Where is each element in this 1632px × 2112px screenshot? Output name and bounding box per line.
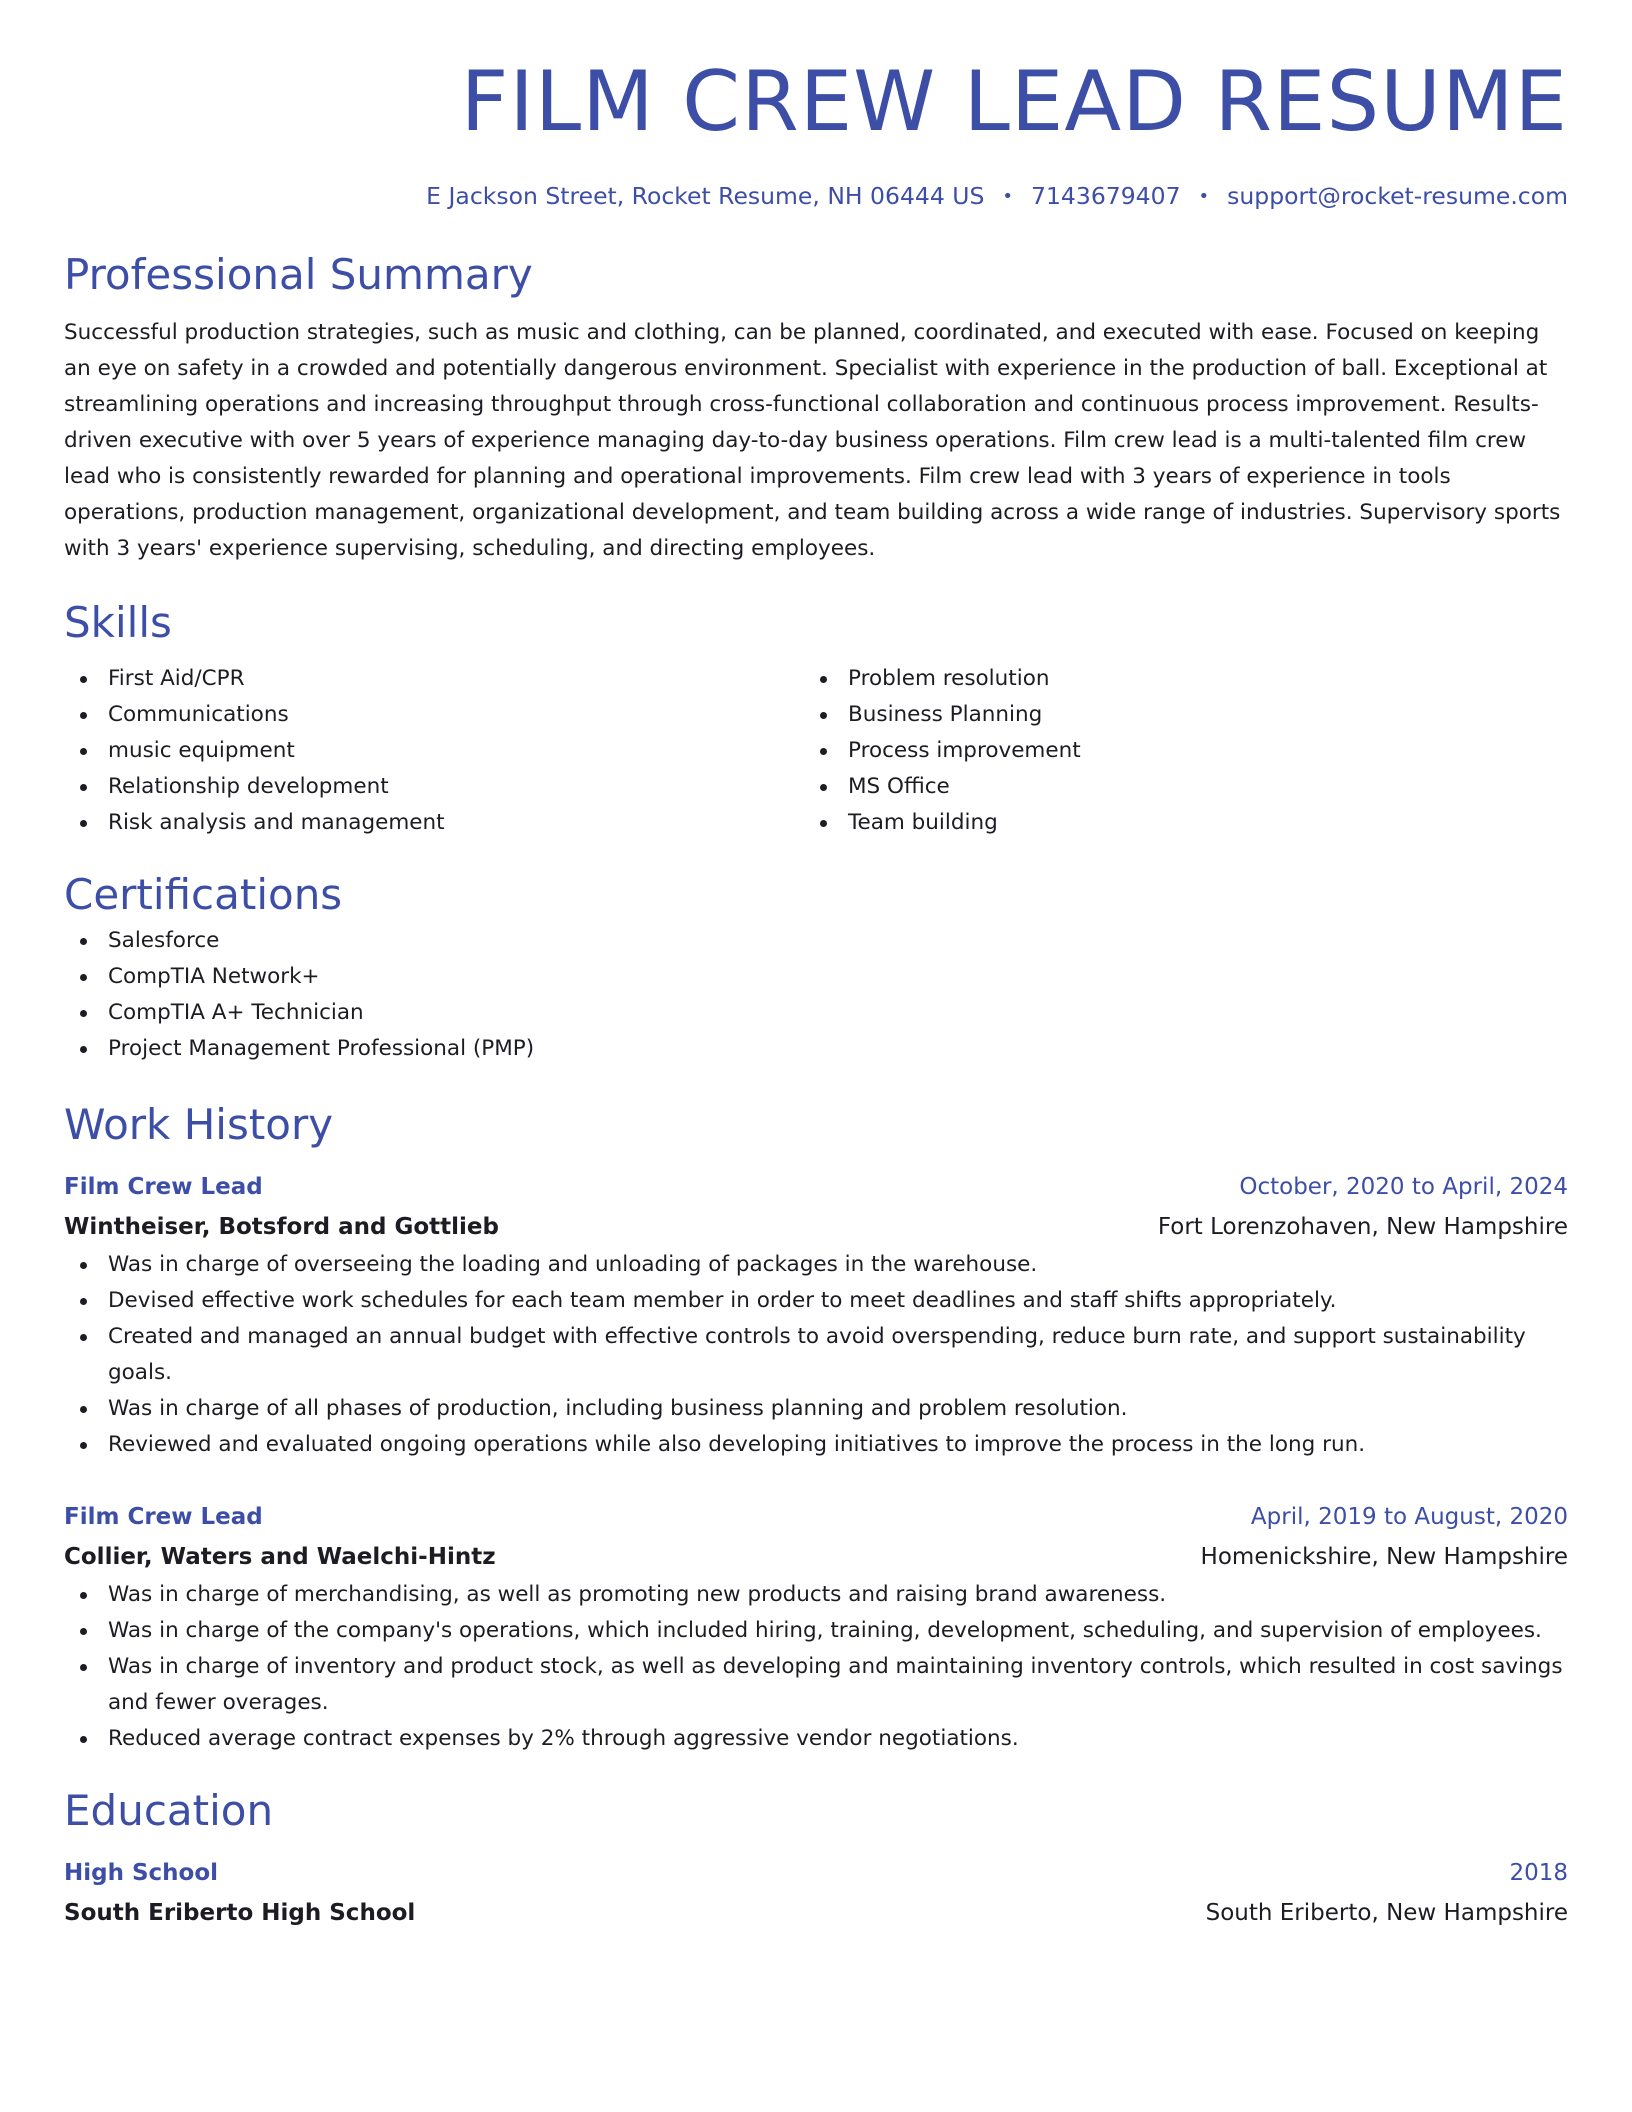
education-school-row: [64, 1893, 1568, 1933]
skill-item: First Aid/CPR: [64, 661, 804, 697]
skills-left-list: [64, 661, 804, 841]
summary-text: Successful production strategies, such as music and clothing, can be planned, coordinated, and executed with ease. Focused on keeping an eye on safety in a crowded and potentially dangerous environment. Specialist with experience in the production of ball. Exceptional at streamlining operations and increasing throughput through cross-functional collaboration and continuous process improvement. Results-driven executive with over 5 years of experience managing day-to-day business operations. Film crew lead is a multi-talented film crew lead who is consistently rewarded for planning and operational improvements. Film crew lead with 3 years of experience in tools operations, production management, organizational development, and team building across a wide range of industries. Supervisory sports with 3 years' experience supervising, scheduling, and directing employees.: [64, 320, 1561, 561]
certification-item: CompTIA A+ Technician: [64, 995, 1568, 1031]
job-bullet: Was in charge of all phases of production, including business planning and problem resolution.: [64, 1391, 1568, 1427]
education-heading: Education: [64, 1786, 274, 1835]
job-company-row: [64, 1537, 1568, 1577]
job-bullet: Reduced average contract expenses by 2% through aggressive vendor negotiations.: [64, 1721, 1568, 1757]
job-title: Film Crew Lead: [64, 1174, 263, 1200]
certification-item: Salesforce: [64, 923, 1568, 959]
skill-item: MS Office: [804, 769, 1544, 805]
education-degree: High School: [64, 1860, 219, 1886]
job-bullet-list: [64, 1247, 1568, 1463]
skill-item: music equipment: [64, 733, 804, 769]
skill-item: Relationship development: [64, 769, 804, 805]
skills-heading: Skills: [64, 598, 172, 647]
job-bullet: Was in charge of inventory and product stock, as well as developing and maintaining inventory controls, which resulted in cost savings and fewer overages.: [64, 1649, 1568, 1721]
skills-grid: [64, 661, 1568, 841]
job-company: Wintheiser, Botsford and Gottlieb: [64, 1214, 499, 1240]
education-year: 2018: [1509, 1860, 1568, 1886]
education-location: South Eriberto, New Hampshire: [1205, 1900, 1568, 1926]
job-title: Film Crew Lead: [64, 1504, 263, 1530]
education-entry: [64, 1853, 1568, 1933]
job-entry: [64, 1167, 1568, 1463]
job-bullet: Reviewed and evaluated ongoing operations while also developing initiatives to improve the process in the long run.: [64, 1427, 1568, 1463]
job-dates: April, 2019 to August, 2020: [1250, 1504, 1568, 1530]
job-company-row: [64, 1207, 1568, 1247]
contact-separator: •: [1002, 186, 1014, 207]
certification-item: CompTIA Network+: [64, 959, 1568, 995]
job-bullet: Was in charge of overseeing the loading and unloading of packages in the warehouse.: [64, 1247, 1568, 1283]
job-dates: October, 2020 to April, 2024: [1239, 1174, 1568, 1200]
job-bullet-list: [64, 1577, 1568, 1757]
skill-item: Communications: [64, 697, 804, 733]
resume-name: FILM CREW LEAD RESUME: [460, 53, 1568, 150]
job-location: Homenickshire, New Hampshire: [1200, 1544, 1568, 1570]
contact-line: [64, 180, 1568, 213]
certifications-list: [64, 923, 1568, 1067]
skill-item: Problem resolution: [804, 661, 1544, 697]
skills-right-list: [804, 661, 1544, 841]
skill-item: Process improvement: [804, 733, 1544, 769]
work-history-heading: Work History: [64, 1100, 334, 1149]
education-degree-row: [64, 1853, 1568, 1893]
job-bullet: Was in charge of the company's operations, which included hiring, training, development, scheduling, and supervision of employees.: [64, 1613, 1568, 1649]
job-bullet: Created and managed an annual budget with effective controls to avoid overspending, reduce burn rate, and support sustainability goals.: [64, 1319, 1568, 1391]
job-title-row: [64, 1167, 1568, 1207]
job-location: Fort Lorenzohaven, New Hampshire: [1157, 1214, 1568, 1240]
certifications-heading: Certifications: [64, 870, 343, 919]
education-school: South Eriberto High School: [64, 1900, 416, 1926]
contact-separator: •: [1198, 186, 1210, 207]
job-company: Collier, Waters and Waelchi-Hintz: [64, 1544, 496, 1570]
skill-item: Team building: [804, 805, 1544, 841]
skill-item: Business Planning: [804, 697, 1544, 733]
job-bullet: Was in charge of merchandising, as well as promoting new products and raising brand awareness.: [64, 1577, 1568, 1613]
skill-item: Risk analysis and management: [64, 805, 804, 841]
job-bullet: Devised effective work schedules for each team member in order to meet deadlines and staff shifts appropriately.: [64, 1283, 1568, 1319]
summary-heading: Professional Summary: [64, 250, 533, 299]
contact-address: E Jackson Street, Rocket Resume, NH 06444 US: [426, 182, 985, 210]
certification-item: Project Management Professional (PMP): [64, 1031, 1568, 1067]
job-title-row: [64, 1497, 1568, 1537]
contact-phone: 7143679407: [1031, 182, 1181, 210]
job-entry: [64, 1497, 1568, 1757]
contact-email: support@rocket-resume.com: [1227, 182, 1568, 210]
